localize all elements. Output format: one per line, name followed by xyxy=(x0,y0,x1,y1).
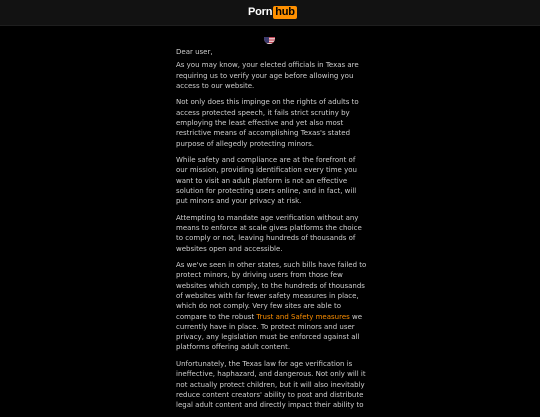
logo-text: Porn xyxy=(248,6,272,18)
logo-badge: hub xyxy=(273,6,297,19)
letter-paragraph: Not only does this impinge on the rights of adults to access protected speech, it fails strict scrutiny by employing the least effective and yet also most restrictive means of accomplishing Texas's stated purpose of allegedly protecting minors. xyxy=(176,97,368,148)
trust-and-safety-link[interactable]: Trust and Safety measures xyxy=(256,313,349,321)
age-verification-letter xyxy=(176,47,368,417)
letter-paragraph: While safety and compliance are at the forefront of our mission, providing identification every time you want to visit an adult platform is not an effective solution for protecting users online, and in fact, will put minors and your privacy at risk. xyxy=(176,155,368,206)
us-flag-icon[interactable] xyxy=(264,33,275,44)
letter-text: we currently have in place. To protect minors and user privacy, any legislation must be enforced against all platforms offering adult content. xyxy=(176,313,362,352)
letter-text: As we've seen in other states, such bills have failed to protect minors, by driving users from those few websites which comply, to the hundreds of thousands of websites with far fewer safety measures in place, which do not comply. Very few sites are able to compare to the robust xyxy=(176,261,366,320)
site-logo[interactable] xyxy=(248,6,297,19)
letter-paragraph: Attempting to mandate age verification without any means to enforce at scale gives platforms the choice to comply or not, leaving hundreds of thousands of websites open and accessible. xyxy=(176,213,368,254)
letter-paragraph xyxy=(176,260,368,353)
top-header xyxy=(0,0,540,26)
letter-greeting: Dear user, xyxy=(176,47,368,57)
letter-paragraph: As you may know, your elected officials in Texas are requiring us to verify your age before allowing you access to our website. xyxy=(176,60,368,91)
letter-paragraph: Unfortunately, the Texas law for age verification is ineffective, haphazard, and dangerous. Not only will it not actually protect children, but it will also inevitably reduce content creators' ability to post and distribute legal adult content and directly impact their ability to xyxy=(176,359,368,410)
